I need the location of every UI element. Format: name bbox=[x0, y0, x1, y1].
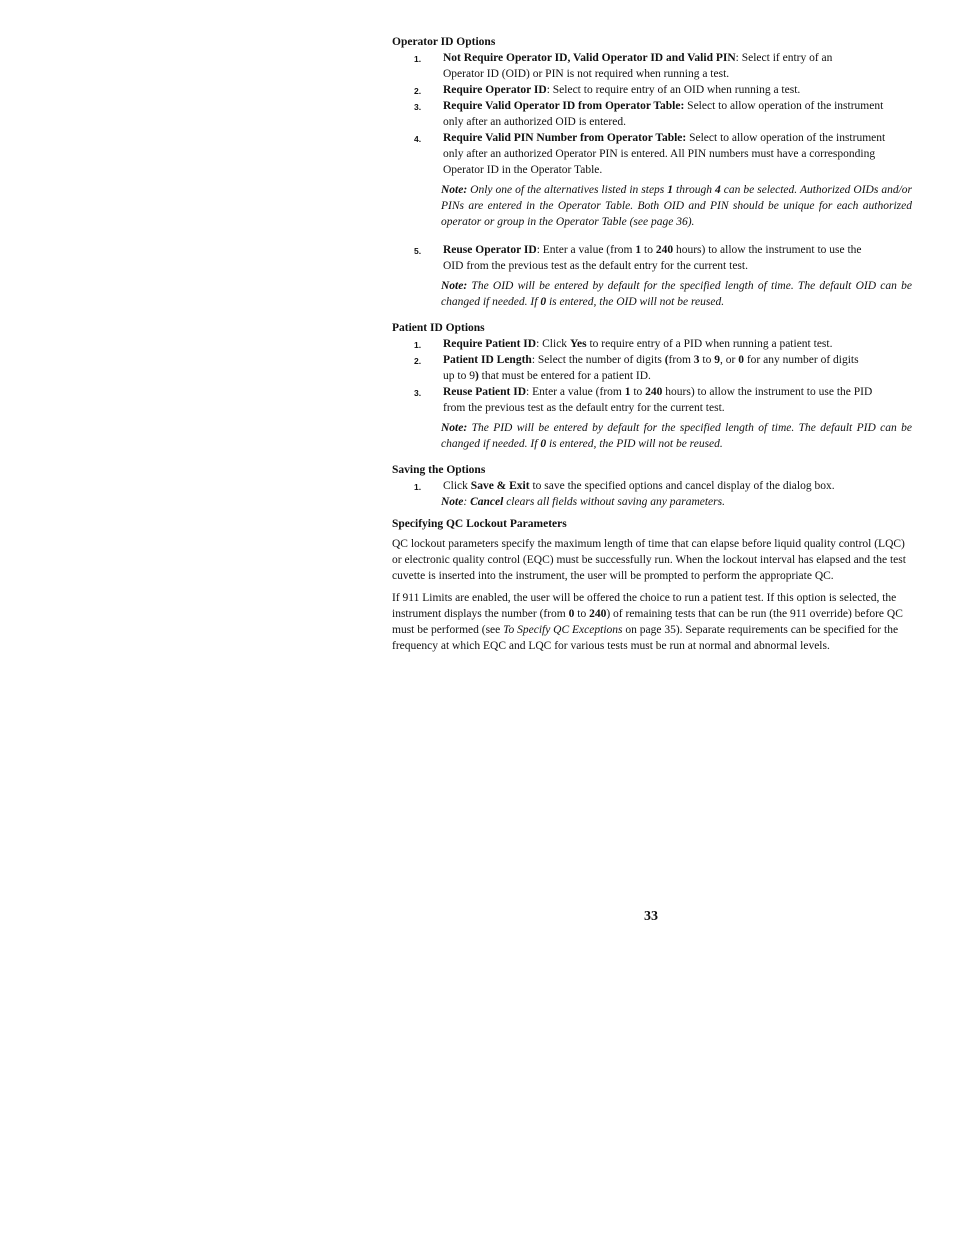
option-text: Operator ID in the Operator Table. bbox=[443, 164, 603, 176]
list-number: 1. bbox=[414, 54, 422, 64]
option-text: : Enter a value (from bbox=[526, 386, 625, 398]
option-text: only after an authorized Operator PIN is entered. All PIN numbers must have a corresponding bbox=[443, 148, 876, 160]
note-step: 1 bbox=[667, 184, 674, 196]
note-text: is entered, the OID will not be reused. bbox=[546, 296, 725, 308]
option-name: Require Valid PIN Number from Operator Table: bbox=[443, 132, 687, 144]
option-text: Click bbox=[443, 480, 471, 492]
note-step: 4 bbox=[715, 184, 721, 196]
page-number: 33 bbox=[644, 909, 658, 924]
option-text: hours) to allow the instrument to use the bbox=[673, 244, 862, 256]
note-label: Note bbox=[441, 496, 464, 508]
value: 240 bbox=[589, 608, 607, 620]
operator-id-heading: Operator ID Options bbox=[392, 36, 496, 48]
value: 240 bbox=[645, 386, 663, 398]
qc-paragraph-2 bbox=[392, 590, 912, 654]
list-number: 3. bbox=[414, 102, 422, 112]
option-text: : Click bbox=[536, 338, 570, 350]
paragraph-text: to bbox=[574, 608, 590, 620]
option-name: Reuse Patient ID bbox=[443, 386, 527, 398]
option-text: : Select the number of digits bbox=[531, 354, 665, 366]
button-name: Cancel bbox=[470, 496, 504, 508]
option-text: from bbox=[668, 354, 694, 366]
operator-note-2 bbox=[441, 278, 912, 310]
option-text: Select to allow operation of the instrument bbox=[684, 100, 884, 112]
cross-reference: To Specify QC Exceptions bbox=[503, 624, 623, 636]
patient-item-1 bbox=[392, 336, 912, 352]
paragraph-text: on page 35). Separate requirements can be specified for the frequency at which EQC and LQC for various tests must be run at normal and abnormal levels. bbox=[392, 624, 899, 652]
list-number: 3. bbox=[414, 388, 422, 398]
note-label: Note: bbox=[441, 422, 468, 434]
patient-item-2 bbox=[392, 352, 912, 384]
value: 0 bbox=[540, 438, 547, 450]
option-name: Reuse Operator ID bbox=[443, 244, 537, 256]
option-text: for any number of digits bbox=[743, 354, 859, 366]
value: 9 bbox=[714, 354, 720, 366]
list-number: 2. bbox=[414, 86, 422, 96]
option-text: from the previous test as the default entry for the current test. bbox=[443, 402, 725, 414]
option-text: : Select if entry of an bbox=[735, 52, 833, 64]
document-body bbox=[392, 34, 912, 654]
option-text: to bbox=[641, 244, 656, 256]
operator-note-1 bbox=[441, 182, 912, 230]
saving-note bbox=[441, 494, 912, 510]
operator-item-3 bbox=[392, 98, 912, 130]
patient-note bbox=[441, 420, 912, 452]
option-text: : Enter a value (from bbox=[536, 244, 636, 256]
note-text: : bbox=[463, 496, 471, 508]
saving-heading: Saving the Options bbox=[392, 464, 486, 476]
operator-item-1 bbox=[392, 50, 912, 82]
value: 0 bbox=[738, 354, 744, 366]
patient-item-3 bbox=[392, 384, 912, 416]
operator-item-5 bbox=[392, 242, 912, 274]
value: 0 bbox=[568, 608, 575, 620]
paragraph-text: ) of remaining tests that can be run (the 911 override) before QC must be performed (see bbox=[392, 608, 903, 636]
option-text: hours) to allow the instrument to use the PID bbox=[662, 386, 873, 398]
option-name: Not Require Operator ID, Valid Operator ID and Valid PIN bbox=[443, 52, 736, 64]
value: 0 bbox=[540, 296, 547, 308]
list-number: 1. bbox=[414, 340, 422, 350]
value: 1 bbox=[624, 386, 631, 398]
paragraph-text: If 911 Limits are enabled, the user will be offered the choice to run a patient test. If this option is selected, the instrument displays the number (from bbox=[392, 592, 897, 620]
note-text: Only one of the alternatives listed in steps bbox=[467, 184, 668, 196]
option-text: to bbox=[630, 386, 646, 398]
option-text: , or bbox=[719, 354, 739, 366]
option-text: Select to allow operation of the instrument bbox=[686, 132, 886, 144]
option-text: to bbox=[699, 354, 715, 366]
option-text: Operator ID (OID) or PIN is not required when running a test. bbox=[443, 68, 730, 80]
list-number: 2. bbox=[414, 356, 422, 366]
option-name: Require Valid Operator ID from Operator Table: bbox=[443, 100, 685, 112]
option-name: Require Operator ID bbox=[443, 84, 547, 96]
list-number: 5. bbox=[414, 246, 422, 256]
spacer bbox=[392, 234, 912, 242]
qc-lockout-heading: Specifying QC Lockout Parameters bbox=[392, 518, 567, 530]
option-text: that must be entered for a patient ID. bbox=[478, 370, 651, 382]
qc-paragraph-1: QC lockout parameters specify the maximum length of time that can elapse before liquid quality control (LQC) or electronic quality control (EQC) must be successfully run. When the lockout interval has elapsed and the test cuvette is inserted into the instrument, the user will be prompted to perform the appropriate QC. bbox=[392, 538, 906, 582]
value: 240 bbox=[655, 244, 674, 256]
saving-item-1 bbox=[392, 478, 912, 494]
note-text: is entered, the PID will not be reused. bbox=[546, 438, 723, 450]
paren: ) bbox=[474, 370, 479, 382]
paren: ( bbox=[664, 354, 669, 366]
operator-item-4 bbox=[392, 130, 912, 178]
note-text: can be selected. Authorized OIDs and/or PINs are entered in the Operator Table. Both OID and PIN should be unique for each authorized operator or group in the Operator Table (see page 36). bbox=[441, 184, 913, 228]
value: 3 bbox=[693, 354, 700, 366]
option-name: Patient ID Length bbox=[443, 354, 532, 366]
note-text: clears all fields without saving any parameters. bbox=[503, 496, 725, 508]
list-number: 4. bbox=[414, 134, 422, 144]
note-text: through bbox=[673, 184, 716, 196]
option-text: to require entry of a PID when running a patient test. bbox=[586, 338, 833, 350]
option-text: only after an authorized OID is entered. bbox=[443, 116, 626, 128]
value: Yes bbox=[569, 338, 587, 350]
option-text: up to 9 bbox=[443, 370, 475, 382]
option-name: Require Patient ID bbox=[443, 338, 537, 350]
note-text: The OID will be entered by default for the specified length of time. The default OID can be changed if needed. If bbox=[441, 280, 912, 308]
patient-id-heading: Patient ID Options bbox=[392, 322, 485, 334]
value: 1 bbox=[635, 244, 642, 256]
option-text: : Select to require entry of an OID when running a test. bbox=[546, 84, 801, 96]
option-text: OID from the previous test as the default entry for the current test. bbox=[443, 260, 748, 272]
button-name: Save & Exit bbox=[470, 480, 530, 492]
note-text: The PID will be entered by default for the specified length of time. The default PID can be changed if needed. If bbox=[441, 422, 912, 450]
list-number: 1. bbox=[414, 482, 422, 492]
operator-item-2 bbox=[392, 82, 912, 98]
option-text: to save the specified options and cancel display of the dialog box. bbox=[529, 480, 835, 492]
note-label: Note: bbox=[441, 280, 468, 292]
note-label: Note: bbox=[441, 184, 468, 196]
